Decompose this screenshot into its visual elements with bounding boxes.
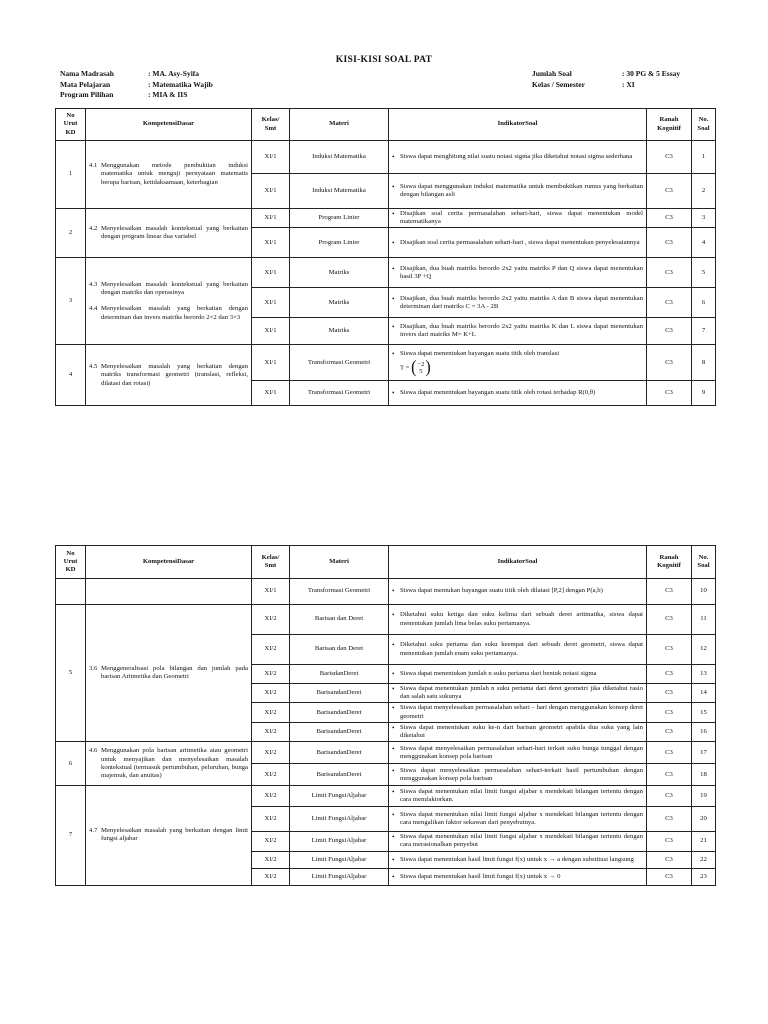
- table-row: [56, 579, 716, 605]
- ranah-kognitif: C3: [647, 258, 692, 288]
- bullet-icon: •: [392, 210, 395, 218]
- materi: Limit FungsiAljabar: [290, 868, 389, 885]
- kelas-semester: XI/2: [252, 786, 290, 807]
- indikator-item: [392, 670, 643, 678]
- indikator-text: Siswa dapat menghitung nilai suatu notasi sigma jika diketahui notasi sigma sederhana: [400, 152, 633, 160]
- indikator-item: [392, 641, 643, 657]
- indikator-soal: [389, 209, 647, 228]
- indikator-item: [392, 611, 643, 627]
- info-value: : XI: [622, 79, 635, 89]
- nomor-soal: 23: [692, 868, 716, 885]
- ranah-kognitif: C3: [647, 288, 692, 318]
- info-label: Jumlah Soal: [532, 69, 572, 78]
- indikator-soal: [389, 258, 647, 288]
- ranah-kognitif: C3: [647, 381, 692, 406]
- indikator-item: [392, 265, 643, 281]
- indikator-text: Siswa dapat menyelesaikan permasalahan sehari – hari dengan menggunakan konsep deret geometri: [400, 704, 643, 720]
- bullet-icon: •: [392, 788, 395, 797]
- info-row: [60, 90, 213, 101]
- indikator-soal: [389, 703, 647, 722]
- ranah-kognitif: C3: [647, 605, 692, 635]
- indikator-item: [392, 704, 643, 720]
- kd-number: 4: [56, 345, 86, 406]
- materi: BarisandanDeret: [290, 703, 389, 722]
- info-label: Nama Madrasah: [60, 69, 114, 78]
- ranah-kognitif: C3: [647, 764, 692, 786]
- header-kompetensi-dasar: KompetensiDasar: [86, 109, 252, 141]
- header-materi: Materi: [290, 546, 389, 579]
- header-indikator: IndikatorSoal: [389, 109, 647, 141]
- materi: Program Linier: [290, 228, 389, 258]
- indikator-text: Diketahui suku pertama dan suku keempat dari sebuah deret geometri, siswa dapat menentukan jumlah enam suku pertamanya.: [400, 641, 643, 657]
- kelas-semester: XI/1: [252, 318, 290, 345]
- indikator-soal: [389, 381, 647, 406]
- vector-top: −2: [417, 361, 425, 368]
- bullet-icon: •: [392, 766, 395, 775]
- header-materi: Materi: [290, 109, 389, 141]
- kelas-semester: XI/2: [252, 635, 290, 665]
- header-no-urut: No Urut KD: [56, 109, 86, 141]
- kd-code: 4.6: [89, 747, 98, 755]
- bullet-icon: •: [392, 294, 395, 303]
- indikator-item: [392, 587, 643, 595]
- bullet-icon: •: [392, 669, 395, 678]
- table-row: [56, 209, 716, 228]
- kd-text: Menyelesaikan masalah kontekstual yang berkaitan dengan program linear dua variabel: [101, 225, 248, 241]
- materi: Limit FungsiAljabar: [290, 851, 389, 868]
- indikator-text: Siswa dapat menggunakan induksi matematika untuk membuktikan rumus yang berkaitan dengan bilangan asli: [400, 182, 643, 198]
- bullet-icon: •: [392, 264, 395, 273]
- bullet-icon: •: [392, 872, 395, 881]
- nomor-soal: 1: [692, 141, 716, 174]
- bullet-icon: •: [392, 182, 395, 191]
- info-label: Kelas / Semester: [532, 79, 585, 89]
- materi: Matriks: [290, 288, 389, 318]
- indikator-text: Siswa dapat menentukan suku ke-n dari barisan geometri apabila dua suku yang lain diketahui: [400, 723, 643, 740]
- kelas-semester: XI/2: [252, 832, 290, 851]
- indikator-soal: [389, 868, 647, 885]
- header-kompetensi-dasar: KompetensiDasar: [86, 546, 252, 579]
- indikator-text: Disajikan, dua buah matriks berordo 2x2 yaitu matriks K dan L siswa dapat menentukan invers dari matriks M= K+L: [400, 323, 643, 339]
- nomor-soal: 12: [692, 635, 716, 665]
- vector-column: [417, 361, 424, 375]
- info-row: [60, 80, 213, 91]
- indikator-item: [392, 153, 643, 161]
- kompetensi-dasar-cell: [86, 786, 252, 885]
- materi: BarisdanDeret: [290, 665, 389, 684]
- kd-text: Menyelesaikan masalah yang berkaitan dengan matriks transformasi geometri (translasi, refleksi, dilatasi dan rotasi): [101, 363, 248, 387]
- kompetensi-dasar-cell: [86, 345, 252, 406]
- nomor-soal: 13: [692, 665, 716, 684]
- indikator-item: [392, 295, 643, 311]
- kd-code: 4.7: [89, 827, 98, 835]
- indikator-text: Siswa dapat menentukan hasil limit fungsi f(x) untuk x → a dengan substitusi langsung: [400, 855, 634, 863]
- indikator-soal: [389, 764, 647, 786]
- bullet-icon: •: [392, 323, 395, 332]
- indikator-item: [392, 350, 643, 376]
- indikator-text: Disajikan, dua buah matriks berordo 2x2 yaitu matriks P dan Q siswa dapat menentukan hasil 3P +Q: [400, 264, 643, 280]
- table-row: [56, 258, 716, 288]
- header-kelas: Kelas/ Smt: [252, 109, 290, 141]
- ranah-kognitif: C3: [647, 807, 692, 832]
- ranah-kognitif: C3: [647, 579, 692, 605]
- vector-matrix: [411, 360, 431, 376]
- info-label: Program Pilihan: [60, 90, 114, 99]
- indikator-text: Siswa dapat menyelesaikan permasalahan sehari-terkait hasil pertumbuhan dengan menggunakan konsep pola barisan: [400, 766, 643, 782]
- indikator-item: [392, 685, 643, 701]
- indikator-soal: [389, 722, 647, 741]
- kelas-semester: XI/1: [252, 381, 290, 406]
- bullet-icon: •: [392, 641, 395, 650]
- kompetensi-dasar: [89, 665, 248, 681]
- kd-number: [56, 579, 86, 605]
- kd-code: 4.2: [89, 225, 98, 232]
- nomor-soal: 10: [692, 579, 716, 605]
- kd-code: 4.5: [89, 363, 98, 371]
- indikator-text: Siswa dapat menyelesaikan permasalahan sehari-hari terkait suku bunga tunggal dengan menggunakan konsep pola barisan: [400, 744, 643, 760]
- bullet-icon: •: [392, 811, 395, 820]
- indikator-soal: [389, 579, 647, 605]
- kompetensi-dasar: [89, 225, 248, 241]
- kompetensi-dasar-cell: [86, 579, 252, 605]
- indikator-text: Siswa dapat menentukan nilai limit fungsi aljabar x mendekati bilangan tertentu dengan cara memfaktorkan.: [400, 788, 643, 804]
- kd-text: Menggunakan metode pembuktian induksi matematika untuk menguji pernyataan matematis berupa barisan, ketidaksamaan, keterbagian: [101, 162, 248, 186]
- bullet-icon: •: [392, 833, 395, 842]
- nomor-soal: 19: [692, 786, 716, 807]
- materi: Transformasi Geometri: [290, 381, 389, 406]
- indikator-soal: [389, 832, 647, 851]
- kd-text: Menyelesaikan masalah yang berkaitan dengan determinan dan invers matriks berordo 2×2 dan 3×3: [101, 305, 248, 321]
- info-value: : Matematika Wajib: [148, 79, 213, 89]
- nomor-soal: 17: [692, 742, 716, 764]
- indikator-soal: [389, 605, 647, 635]
- bullet-icon: •: [392, 855, 395, 864]
- bullet-icon: •: [392, 723, 395, 732]
- nomor-soal: 7: [692, 318, 716, 345]
- kompetensi-dasar: [89, 281, 248, 297]
- bullet-icon: •: [392, 389, 395, 398]
- kompetensi-dasar-cell: [86, 209, 252, 258]
- table-row: [56, 605, 716, 635]
- kelas-semester: XI/1: [252, 345, 290, 381]
- indikator-soal: [389, 786, 647, 807]
- kd-number: 2: [56, 209, 86, 258]
- kompetensi-dasar: [89, 162, 248, 187]
- nomor-soal: 20: [692, 807, 716, 832]
- bullet-icon: •: [392, 704, 395, 713]
- vector-prefix: T =: [400, 364, 410, 372]
- kelas-semester: XI/2: [252, 807, 290, 832]
- kelas-semester: XI/1: [252, 209, 290, 228]
- kd-text: Menyelesaikan masalah yang berkaitan dengan limit fungsi aljabar: [101, 827, 248, 843]
- translation-vector: [400, 360, 643, 376]
- header-kelas: Kelas/ Smt: [252, 546, 290, 579]
- header-indikator: IndikatorSoal: [389, 546, 647, 579]
- ranah-kognitif: C3: [647, 228, 692, 258]
- kelas-semester: XI/1: [252, 288, 290, 318]
- nomor-soal: 8: [692, 345, 716, 381]
- kd-code: 4.4: [89, 305, 98, 313]
- nomor-soal: 5: [692, 258, 716, 288]
- ranah-kognitif: C3: [647, 703, 692, 722]
- indikator-item: [392, 210, 643, 226]
- kd-text: Menyelesaikan masalah kontekstual yang berkaitan dengan matriks dan operasinya: [101, 281, 248, 297]
- header-ranah: Ranah Kognitif: [647, 109, 692, 141]
- table-row: [56, 742, 716, 764]
- vector-bottom: 5: [419, 368, 423, 375]
- materi: BarisandanDeret: [290, 722, 389, 741]
- indikator-soal: [389, 684, 647, 703]
- materi: Barisan dan Deret: [290, 605, 389, 635]
- indikator-item: [392, 856, 643, 864]
- materi: BarisandanDeret: [290, 684, 389, 703]
- kelas-semester: XI/2: [252, 851, 290, 868]
- kompetensi-dasar: [89, 305, 248, 321]
- indikator-text: Siswa dapat menentukan nilai limit fungsi aljabar x mendekati bilangan tertentu dengan cara mengalikan faktor sekawan dari penyebutnya.: [400, 811, 643, 827]
- indikator-item: [392, 239, 643, 247]
- kd-number: 5: [56, 605, 86, 742]
- kd-code: 4.3: [89, 281, 98, 288]
- kd-code: 3.6: [89, 664, 98, 672]
- info-value: : 30 PG & 5 Essay: [622, 69, 681, 78]
- materi: Barisan dan Deret: [290, 635, 389, 665]
- info-right: [532, 69, 680, 90]
- header-no-soal: No. Soal: [692, 546, 716, 579]
- table-row: [56, 141, 716, 174]
- info-label: Mata Pelajaran: [60, 79, 111, 89]
- ranah-kognitif: C3: [647, 141, 692, 174]
- indikator-text: Disajikan soal cerita permasalahan sehari-hari, siswa dapat menentukan model matematikanya: [400, 210, 643, 226]
- ranah-kognitif: C3: [647, 209, 692, 228]
- kd-number: 6: [56, 742, 86, 786]
- nomor-soal: 21: [692, 832, 716, 851]
- indikator-soal: [389, 288, 647, 318]
- nomor-soal: 14: [692, 684, 716, 703]
- bullet-icon: •: [392, 238, 395, 247]
- kelas-semester: XI/2: [252, 868, 290, 885]
- nomor-soal: 15: [692, 703, 716, 722]
- kompetensi-dasar: [89, 363, 248, 388]
- materi: Limit FungsiAljabar: [290, 786, 389, 807]
- materi: Induksi Matematika: [290, 141, 389, 174]
- indikator-soal: [389, 318, 647, 345]
- table-row: [56, 345, 716, 381]
- kd-text: Menggeneralisasi pola bilangan dan jumlah pada barisan Aritmetika dan Geometri: [101, 664, 248, 681]
- indikator-text: Siswa dapat menentukan jumlah n suku pertama dari deret geometri jika diketahui rasio dan salah satu sukunya: [400, 685, 643, 701]
- ranah-kognitif: C3: [647, 851, 692, 868]
- indikator-item: [392, 811, 643, 827]
- ranah-kognitif: C3: [647, 684, 692, 703]
- indikator-item: [392, 788, 643, 804]
- materi: Matriks: [290, 258, 389, 288]
- indikator-soal: [389, 345, 647, 381]
- nomor-soal: 9: [692, 381, 716, 406]
- indikator-text: Diketahui suku ketiga dan suku kelima dari sebuah deret aritmatika, siswa dapat menentukan jumlah lima belas suku pertamanya.: [400, 611, 643, 627]
- kompetensi-dasar-cell: [86, 141, 252, 209]
- indikator-soal: [389, 665, 647, 684]
- materi: BarisandanDeret: [290, 742, 389, 764]
- info-left: [60, 69, 213, 101]
- header-no-urut: No Urut KD: [56, 546, 86, 579]
- kompetensi-dasar-cell: [86, 258, 252, 345]
- bullet-icon: •: [392, 685, 395, 693]
- indikator-soal: [389, 228, 647, 258]
- kd-code: 4.1: [89, 162, 98, 170]
- bullet-icon: •: [392, 611, 395, 620]
- indikator-soal: [389, 635, 647, 665]
- kelas-semester: XI/2: [252, 665, 290, 684]
- materi: Program Linier: [290, 209, 389, 228]
- ranah-kognitif: C3: [647, 742, 692, 764]
- kelas-semester: XI/1: [252, 228, 290, 258]
- kelas-semester: XI/1: [252, 579, 290, 605]
- bracket-right: ): [425, 358, 431, 377]
- indikator-text: Disajikan, dua buah matriks berordo 2x2 yaitu matriks A dan B siswa dapat menentukan determinan dari matriks C = 3A - 2B: [400, 294, 643, 310]
- kelas-semester: XI/2: [252, 742, 290, 764]
- indikator-item: [392, 767, 643, 783]
- info-value: : MIA & IIS: [148, 90, 188, 99]
- kompetensi-dasar-cell: [86, 605, 252, 742]
- kd-text: Menggunakan pola barisan aritmetika atau geometri untuk menyajikan dan menyelesaikan masalah kontekstual (termasuk pertumbuhan, peluruhan, bunga majemuk, dan anuitas): [101, 747, 248, 779]
- indikator-text: Siswa dapat menentukan nilai limit fungsi aljabar x mendekati bilangan tertentu dengan cara merasionalkan penyebut: [400, 833, 643, 849]
- ranah-kognitif: C3: [647, 832, 692, 851]
- kelas-semester: XI/1: [252, 141, 290, 174]
- indikator-soal: [389, 141, 647, 174]
- indikator-item: [392, 389, 643, 397]
- materi: Induksi Matematika: [290, 174, 389, 209]
- materi: Limit FungsiAljabar: [290, 807, 389, 832]
- materi: Transformasi Geometri: [290, 579, 389, 605]
- bullet-icon: •: [392, 744, 395, 753]
- info-row: [532, 80, 680, 91]
- info-value: : MA. Asy-Syifa: [148, 69, 200, 78]
- nomor-soal: 3: [692, 209, 716, 228]
- indikator-soal: [389, 742, 647, 764]
- kd-number: 3: [56, 258, 86, 345]
- indikator-item: [392, 323, 643, 339]
- ranah-kognitif: C3: [647, 665, 692, 684]
- ranah-kognitif: C3: [647, 868, 692, 885]
- kisi-table-2: [55, 545, 716, 886]
- nomor-soal: 4: [692, 228, 716, 258]
- indikator-text: Siswa dapat menentukan hasil limit fungsi f(x) untuk x → 0: [400, 872, 561, 880]
- kelas-semester: XI/2: [252, 703, 290, 722]
- kelas-semester: XI/1: [252, 174, 290, 209]
- kelas-semester: XI/2: [252, 722, 290, 741]
- indikator-text: Siswa dapat mentukan bayangan suatu titik oleh dilatasi [P,2] dengan P(a,b): [400, 587, 603, 595]
- indikator-text: Disajikan soal cerita permasalahan sehari-hari , siswa dapat menentukan penyelesaiannya: [400, 238, 640, 246]
- kelas-semester: XI/1: [252, 258, 290, 288]
- kd-number: 7: [56, 786, 86, 885]
- nomor-soal: 18: [692, 764, 716, 786]
- kelas-semester: XI/2: [252, 684, 290, 703]
- nomor-soal: 16: [692, 722, 716, 741]
- materi: Matriks: [290, 318, 389, 345]
- kompetensi-dasar: [89, 827, 248, 843]
- ranah-kognitif: C3: [647, 174, 692, 209]
- bracket-left: (: [411, 358, 417, 377]
- info-row: [60, 69, 213, 80]
- materi: Limit FungsiAljabar: [290, 832, 389, 851]
- nomor-soal: 11: [692, 605, 716, 635]
- bullet-icon: •: [392, 587, 395, 596]
- indikator-soal: [389, 851, 647, 868]
- kelas-semester: XI/2: [252, 764, 290, 786]
- indikator-soal: [389, 174, 647, 209]
- header-no-soal: No. Soal: [692, 109, 716, 141]
- kd-number: 1: [56, 141, 86, 209]
- indikator-item: [392, 833, 643, 849]
- ranah-kognitif: C3: [647, 345, 692, 381]
- materi: BarisandanDeret: [290, 764, 389, 786]
- indikator-text: Siswa dapat menentukan bayangan suatu titik oleh rotasi terhadap R(0,θ): [400, 389, 596, 397]
- table-row: [56, 786, 716, 807]
- ranah-kognitif: C3: [647, 635, 692, 665]
- indikator-item: [392, 873, 643, 881]
- info-row: [532, 69, 680, 80]
- kompetensi-dasar: [89, 747, 248, 780]
- bullet-icon: •: [392, 152, 395, 161]
- kisi-table-1: [55, 108, 716, 406]
- bullet-icon: •: [392, 349, 395, 358]
- nomor-soal: 6: [692, 288, 716, 318]
- indikator-text: Siswa dapat menentukan bayangan suatu titik oleh translasi: [400, 349, 560, 357]
- indikator-item: [392, 745, 643, 761]
- nomor-soal: 22: [692, 851, 716, 868]
- ranah-kognitif: C3: [647, 318, 692, 345]
- indikator-item: [392, 183, 643, 199]
- nomor-soal: 2: [692, 174, 716, 209]
- materi: Transformasi Geometri: [290, 345, 389, 381]
- kelas-semester: XI/2: [252, 605, 290, 635]
- indikator-text: Siswa dapat menentukan jumlah n suku pertama dari bentuk notasi sigma: [400, 669, 597, 677]
- page-title: KISI-KISI SOAL PAT: [335, 55, 433, 65]
- kompetensi-dasar-cell: [86, 742, 252, 786]
- ranah-kognitif: C3: [647, 786, 692, 807]
- indikator-item: [392, 724, 643, 740]
- ranah-kognitif: C3: [647, 722, 692, 741]
- header-ranah: Ranah Kognitif: [647, 546, 692, 579]
- indikator-soal: [389, 807, 647, 832]
